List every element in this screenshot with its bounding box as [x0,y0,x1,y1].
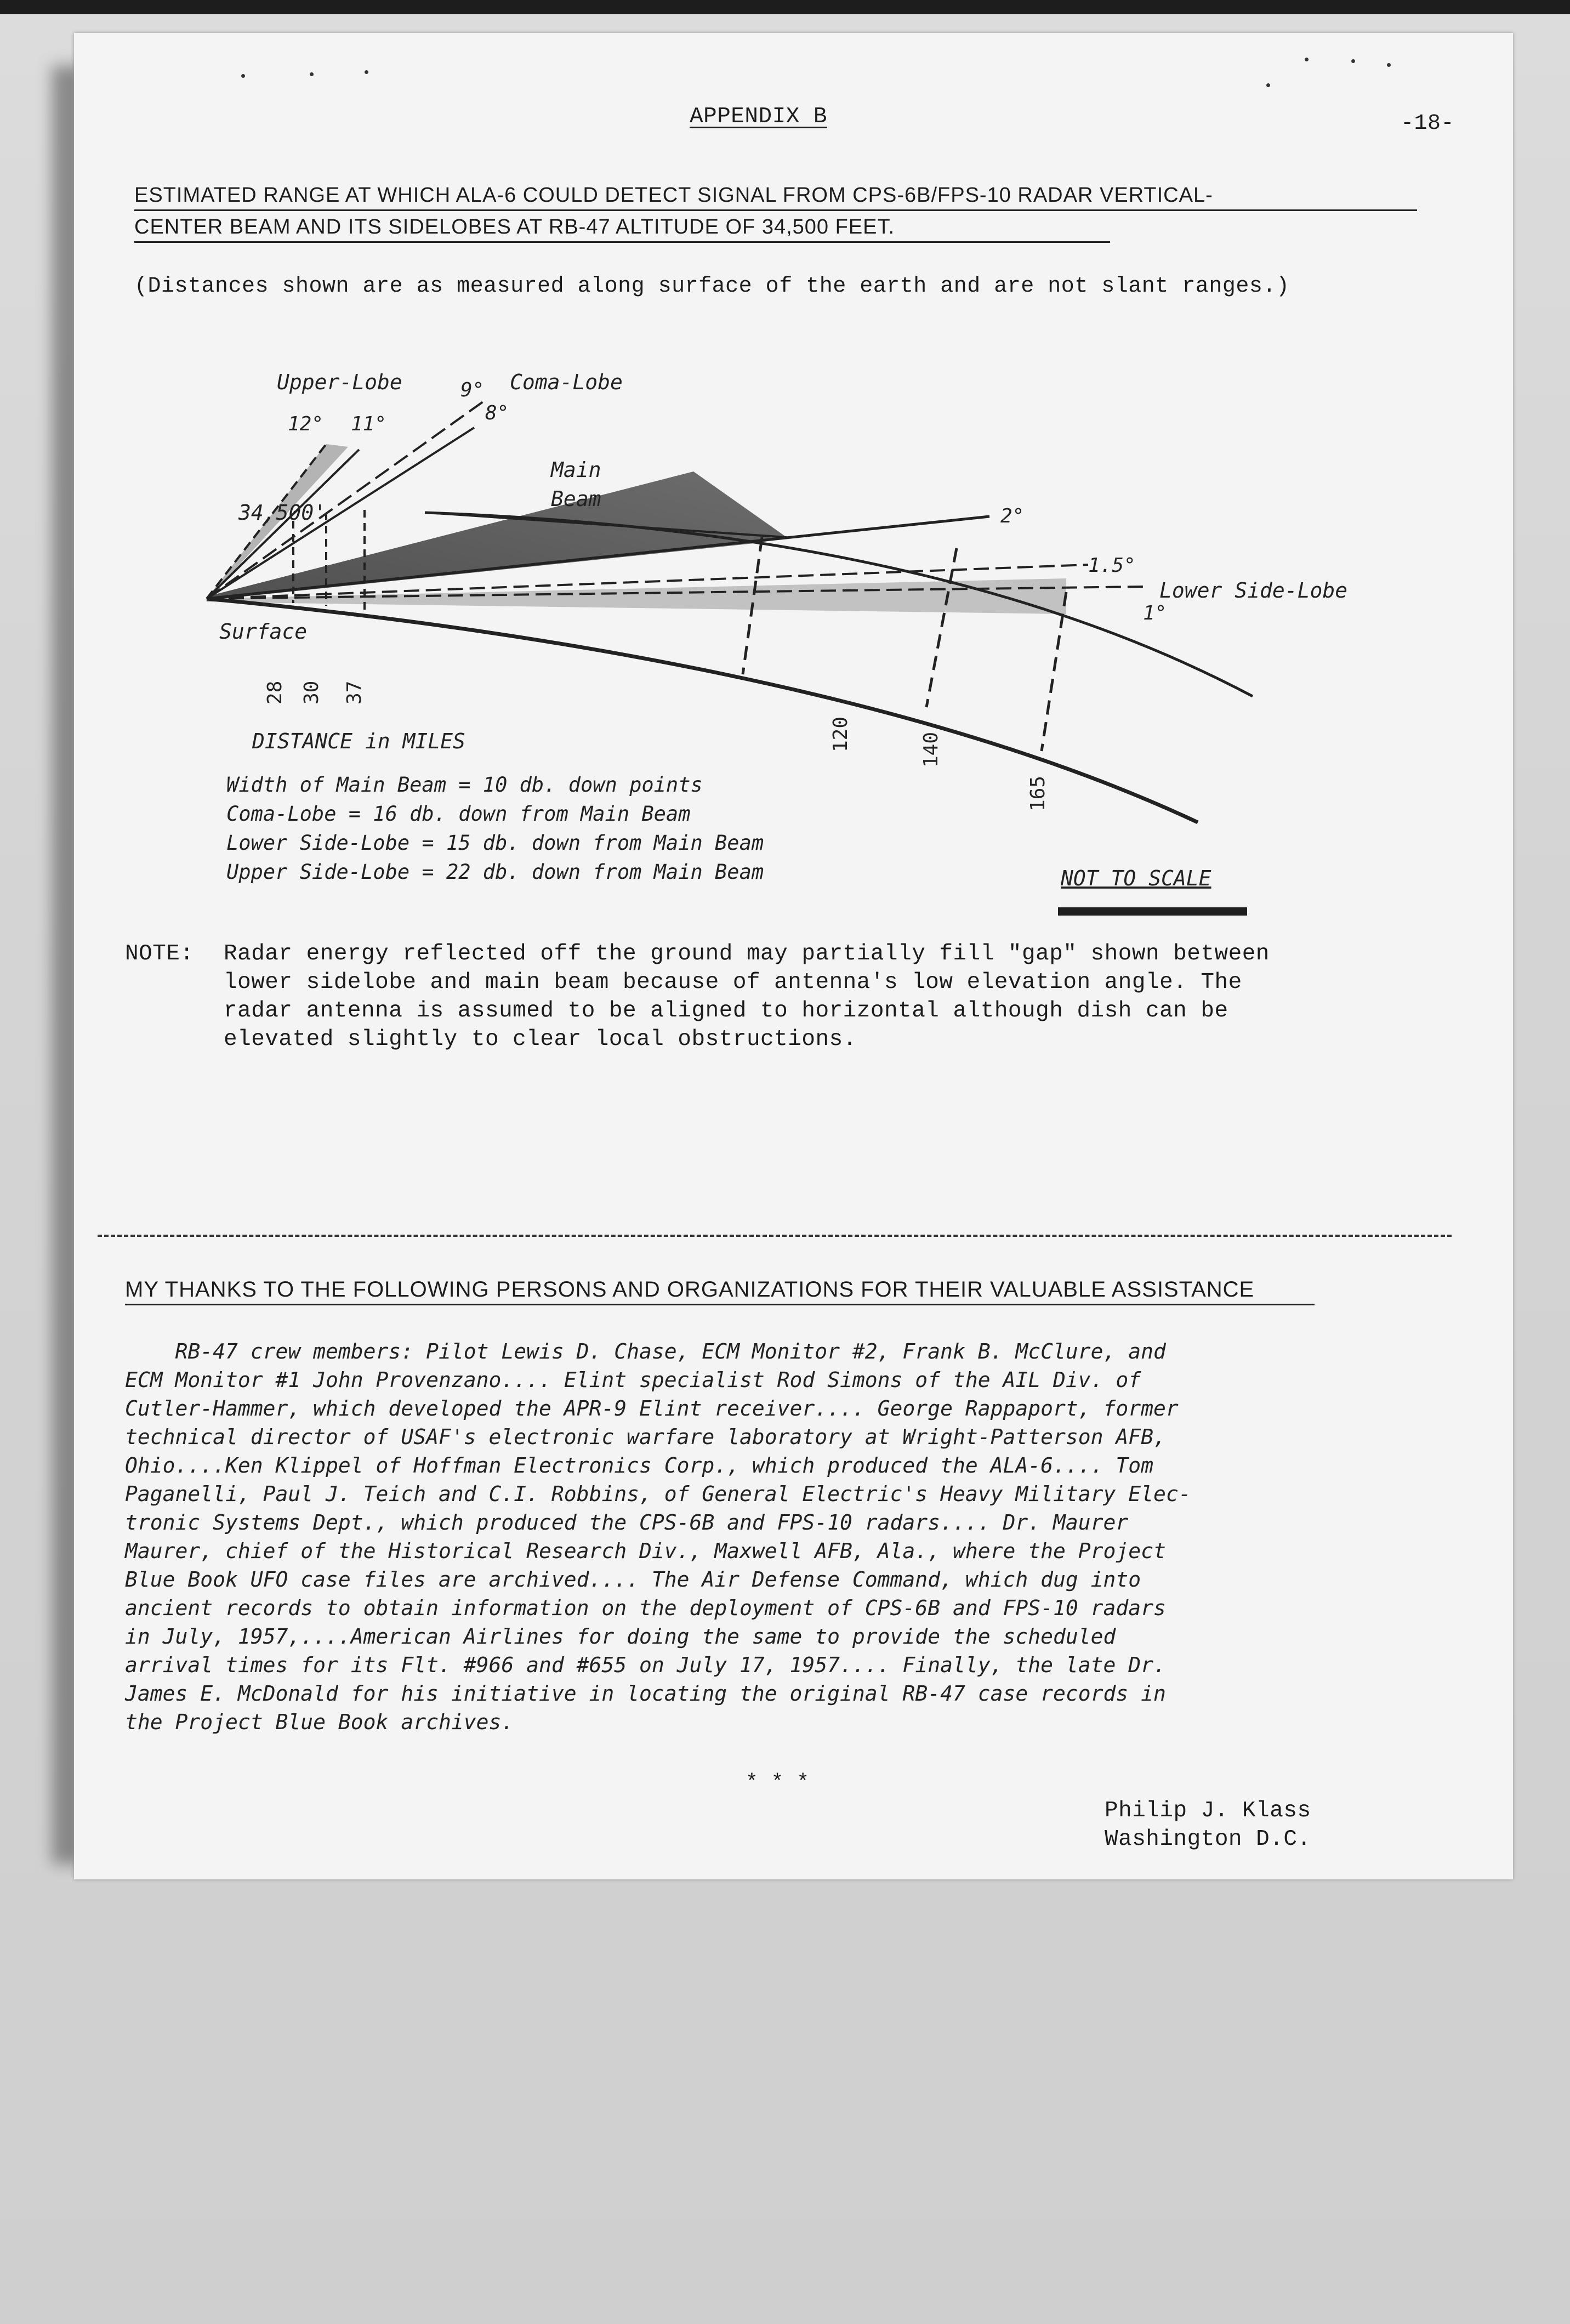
appendix-label: APPENDIX B [690,104,828,129]
section-divider [98,1235,1452,1237]
dust-speck [1351,59,1355,63]
thanks-line: ancient records to obtain information on the deployment of CPS-6B and FPS-10 radars [125,1596,1166,1620]
note-label: NOTE: [125,941,194,967]
thanks-line: the Project Blue Book archives. [125,1710,514,1734]
note-line: Radar energy reflected off the ground may partially fill "gap" shown between [224,941,1270,967]
label-angle-12: 12° [288,413,324,435]
thanks-line: Blue Book UFO case files are archived.... The Air Defense Command, which dug into [125,1567,1141,1592]
title-underline-2 [134,241,1110,243]
legend-line: Width of Main Beam = 10 db. down points [226,773,703,797]
label-angle-1-5: 1.5° [1088,554,1136,577]
label-surface: Surface [219,620,308,644]
thanks-line: Paganelli, Paul J. Teich and C.I. Robbins, of General Electric's Heavy Military Elec- [125,1482,1191,1506]
label-not-to-scale: NOT TO SCALE [1061,866,1211,890]
label-dist-140: 140 [920,731,942,768]
label-angle-8: 8° [485,402,509,424]
page-number: -18- [1401,111,1455,136]
title-line-1: ESTIMATED RANGE AT WHICH ALA-6 COULD DETECT SIGNAL FROM CPS-6B/FPS-10 RADAR VERTICAL- [134,184,1213,207]
thanks-body [125,1339,1441,1738]
label-beam: Beam [551,487,601,511]
signature-place: Washington D.C. [1105,1827,1311,1852]
marker-165 [1042,592,1066,751]
title-line-2: CENTER BEAM AND ITS SIDELOBES AT RB-47 ALTITUDE OF 34,500 FEET. [134,215,895,238]
document-page [74,33,1513,1879]
scale-bar [1058,907,1247,916]
dust-speck [365,70,368,74]
label-main: Main [551,458,601,482]
note-line: lower sidelobe and main beam because of antenna's low elevation angle. The [224,970,1242,995]
thanks-line: RB-47 crew members: Pilot Lewis D. Chase, ECM Monitor #2, Frank B. McClure, and [125,1339,1166,1363]
thanks-line: in July, 1957,....American Airlines for doing the same to provide the scheduled [125,1624,1116,1649]
thanks-line: Cutler-Hammer, which developed the APR-9 Elint receiver.... George Rappaport, former [125,1396,1179,1420]
thanks-line: ECM Monitor #1 John Provenzano.... Elint specialist Rod Simons of the AIL Div. of [125,1368,1141,1392]
radar-beam-diagram [162,345,1423,916]
label-dist-37: 37 [343,680,366,704]
label-angle-1: 1° [1143,602,1167,624]
label-dist-30: 30 [300,680,323,704]
note-body [224,941,1430,1055]
label-dist-28: 28 [264,680,286,704]
label-altitude: 34,500' [238,501,327,525]
section-stars: * * * [746,1771,810,1794]
label-angle-9: 9° [460,379,485,401]
thanks-line: Maurer, chief of the Historical Research Div., Maxwell AFB, Ala., where the Project [125,1539,1166,1563]
legend-line: Coma-Lobe = 16 db. down from Main Beam [226,802,691,826]
note-line: elevated slightly to clear local obstructions. [224,1027,857,1052]
thanks-title-underline [125,1304,1315,1305]
dust-speck [1266,83,1270,87]
dust-speck [1305,58,1309,61]
label-lower-side-lobe: Lower Side-Lobe [1159,578,1348,603]
label-coma-lobe: Coma-Lobe [510,370,623,394]
thanks-line: tronic Systems Dept., which produced the CPS-6B and FPS-10 radars.... Dr. Maurer [125,1510,1129,1535]
label-upper-lobe: Upper-Lobe [277,370,402,394]
dust-speck [1387,63,1391,67]
legend-line: Lower Side-Lobe = 15 db. down from Main Beam [226,831,764,855]
label-dist-165: 165 [1027,775,1049,811]
thanks-title: MY THANKS TO THE FOLLOWING PERSONS AND ORGANIZATIONS FOR THEIR VALUABLE ASSISTANCE [125,1277,1255,1302]
thanks-line: technical director of USAF's electronic warfare laboratory at Wright-Patterson AFB, [125,1425,1166,1449]
label-dist-120: 120 [829,716,852,752]
title-underline-1 [134,209,1417,211]
thanks-line: arrival times for its Flt. #966 and #655 on July 17, 1957.... Finally, the late Dr. [125,1653,1166,1677]
subtitle: (Distances shown are as measured along surface of the earth and are not slant ranges.) [134,274,1290,299]
dust-speck [310,72,314,76]
label-angle-11: 11° [351,413,387,435]
label-angle-2: 2° [1000,505,1025,527]
legend-line: Upper Side-Lobe = 22 db. down from Main Beam [226,860,764,884]
marker-140 [926,548,957,707]
note-line: radar antenna is assumed to be aligned to horizontal although dish can be [224,998,1228,1024]
label-distance-axis: DISTANCE in MILES [252,729,465,753]
thanks-line: Ohio....Ken Klippel of Hoffman Electronics Corp., which produced the ALA-6.... Tom [125,1453,1153,1478]
scan-top-edge [0,0,1570,14]
signature-name: Philip J. Klass [1105,1798,1311,1823]
dust-speck [241,74,245,78]
thanks-line: James E. McDonald for his initiative in locating the original RB-47 case records in [125,1681,1166,1706]
